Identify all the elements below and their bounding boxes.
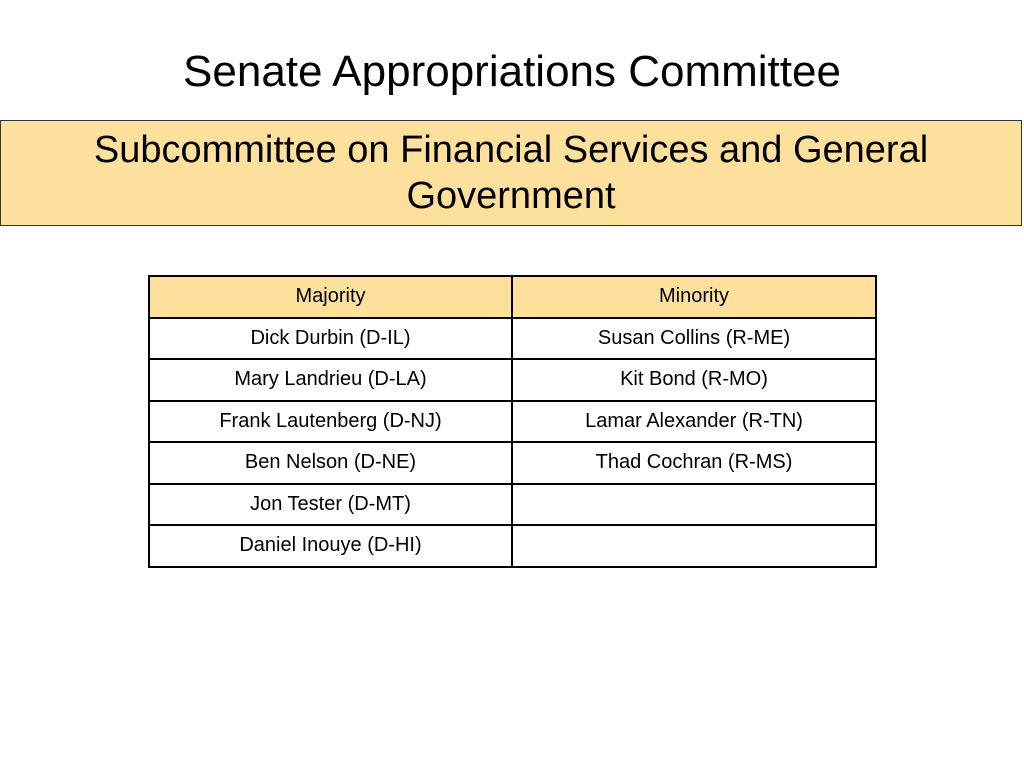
table-row (149, 442, 876, 484)
subtitle-banner (0, 120, 1022, 226)
table-row (149, 359, 876, 401)
table-row (149, 525, 876, 567)
members-table (148, 275, 877, 568)
majority-header: Majority (149, 276, 512, 318)
majority-member: Ben Nelson (D-NE) (149, 442, 512, 484)
table-header-row (149, 276, 876, 318)
table-row (149, 484, 876, 526)
slide-title: Senate Appropriations Committee (183, 47, 841, 96)
majority-member: Daniel Inouye (D-HI) (149, 525, 512, 567)
majority-member: Frank Lautenberg (D-NJ) (149, 401, 512, 443)
minority-member: Thad Cochran (R-MS) (512, 442, 876, 484)
majority-member: Jon Tester (D-MT) (149, 484, 512, 526)
minority-member: Kit Bond (R-MO) (512, 359, 876, 401)
table-row (149, 401, 876, 443)
minority-member: Susan Collins (R-ME) (512, 318, 876, 360)
majority-member: Dick Durbin (D-IL) (149, 318, 512, 360)
subcommittee-title: Subcommittee on Financial Services and General Government (93, 129, 929, 217)
table-row (149, 318, 876, 360)
minority-member-empty (512, 484, 876, 526)
minority-member-empty (512, 525, 876, 567)
majority-member: Mary Landrieu (D-LA) (149, 359, 512, 401)
minority-header: Minority (512, 276, 876, 318)
minority-member: Lamar Alexander (R-TN) (512, 401, 876, 443)
